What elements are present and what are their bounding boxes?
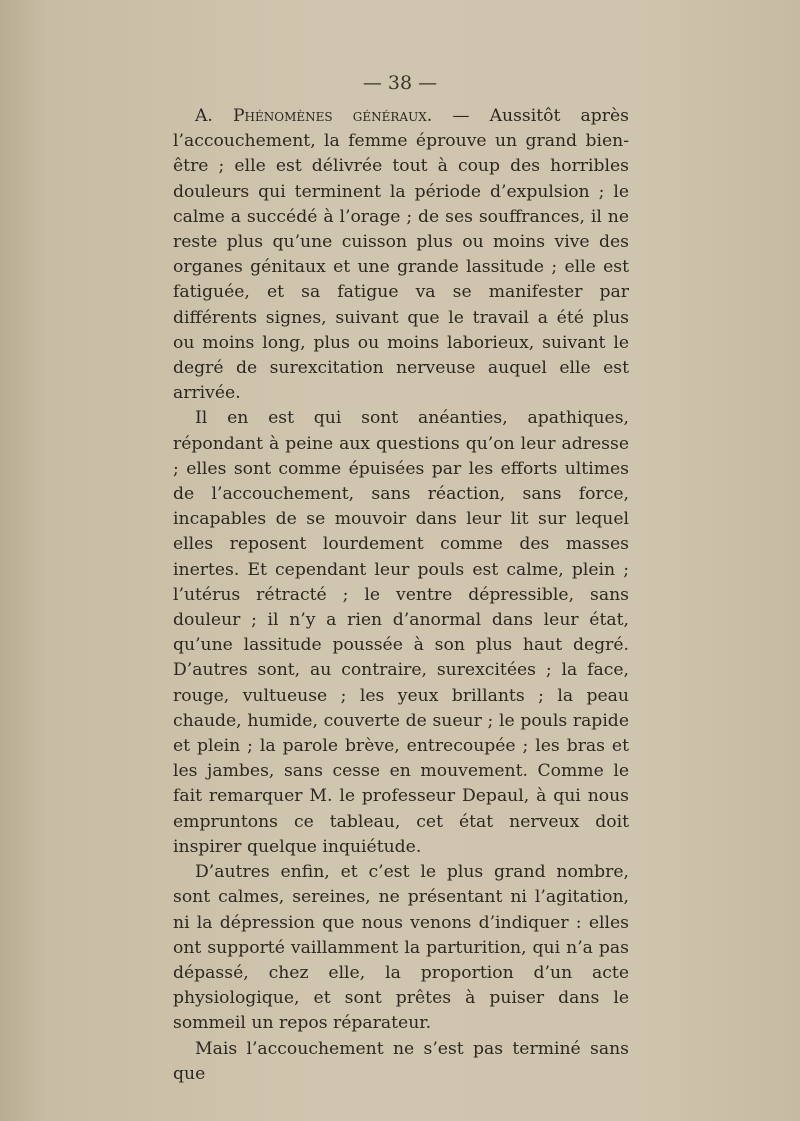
paragraph-1: [173, 104, 629, 406]
paragraph-2: Il en est qui sont anéanties, apathiques, répondant à peine aux questions qu’on leur adresse ; elles sont comme épuisées par les efforts ultimes de l’accouchement, sans réaction, sans force, incapables de se mouvoir dans leur lit sur lequel elles reposent lourdement comme des masses inertes. Et cependant leur pouls est calme, plein ; l’utérus rétracté ; le ventre dépressible, sans douleur ; il n’y a rien d’anormal dans leur état, qu’une lassitude poussée à son plus haut degré. D’autres sont, au contraire, surexcitées ; la face, rouge, vultueuse ; les yeux brillants ; la peau chaude, humide, couverte de sueur ; le pouls rapide et plein ; la parole brève, entrecoupée ; les bras et les jambes, sans cesse en mouvement. Comme le fait remarquer M. le professeur Depaul, à qui nous empruntons ce tableau, cet état nerveux doit inspirer quelque inquiétude.: [173, 408, 629, 857]
paragraph-1-text: — Aussitôt après l’accouchement, la femme éprouve un grand bien-être ; elle est délivrée tout à coup des horribles douleurs qui terminent la période d’expulsion ; le calme a succédé à l’orage ; de ses souffrances, il ne reste plus qu’une cuisson plus ou moins vive des organes génitaux et une grande lassitude ; elle est fatiguée, et sa fatigue va se manifester par différents signes, suivant que le travail a été plus ou moins long, plus ou moins laborieux, suivant le degré de surexcitation nerveuse auquel elle est arrivée.: [173, 106, 629, 404]
paragraph-3: D’autres enfin, et c’est le plus grand nombre, sont calmes, sereines, ne présentant ni l’agitation, ni la dépression que nous venons d’indiquer : elles ont supporté vaillamment la parturition, qui n’a pas dépassé, chez elle, la proportion d’un acte physiologique, et sont prêtes à puiser dans le sommeil un repos réparateur.: [173, 862, 629, 1034]
page-number: — 38 —: [362, 72, 438, 94]
paragraph-4: Mais l’accouchement ne s’est pas terminé sans que: [173, 1038, 629, 1084]
section-heading: A. Phénomènes généraux.: [195, 106, 433, 126]
body-text: [173, 104, 629, 1087]
